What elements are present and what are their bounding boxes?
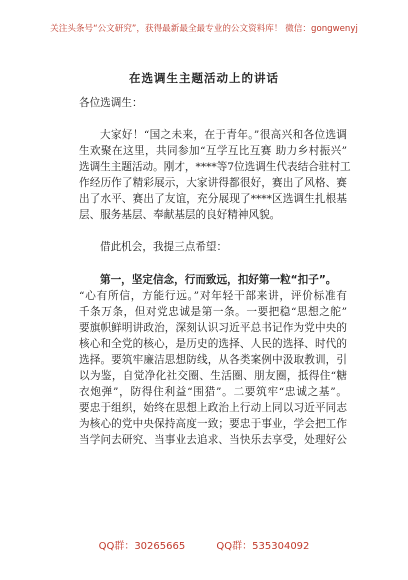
header-notice: 关注头条号“公文研究”，获得最新最全最专业的公文资料库！ 微信：gongwenyj [50,24,358,34]
body-line: 当学问去研究、当事业去追求、当快乐去享受，处理好公 [79,434,347,446]
section-heading: 第一，坚定信念，行而致远，扣好第一粒“扣子”。 [100,274,337,286]
body-line: 作经历作了精彩展示，大家讲得都很好，赛出了风格、赛 [79,177,347,189]
body-line: “心有所信，方能行远。”对年轻干部来讲，评价标准有 [79,290,347,302]
body-line: 要忠于组织，始终在思想上政治上行动上同以习近平同志 [79,402,347,414]
body-line: 选调生主题活动。刚才，****等7位选调生代表结合驻村工 [79,161,351,173]
body-line: 衣炮弹”，防得住利益“围猎”。二要筑牢“忠诚之基”。 [79,386,347,398]
body-line: 以为鉴，自觉净化社交圈、生活圈、朋友圈，抵得住“糖 [79,370,347,382]
salutation-line: 各位选调生： [79,97,143,109]
footer-contact [0,537,408,552]
body-line: 出了水平、赛出了友谊，充分展现了****区选调生扎根基 [79,193,347,205]
qq-group-2: QQ群：535304092 [216,541,310,552]
body-line: 要旗帜鲜明讲政治，深刻认识习近平总书记作为党中央的 [79,322,347,334]
body-line: 借此机会，我提三点希望： [100,241,228,253]
body-line: 生欢聚在这里，共同参加“互学互比互赛 助力乡村振兴” [79,145,347,157]
body-line: 为核心的党中央保持高度一致；要忠于事业，学会把工作 [79,418,347,430]
body-line: 层、服务基层、奉献基层的良好精神风貌。 [79,209,281,221]
body-line: 大家好！“国之未来，在于青年。”很高兴和各位选调 [100,129,347,141]
body-line: 千条万条，但对党忠诚是第一条。一要把稳“思想之舵” [79,306,347,318]
qq-group-1: QQ群：30265665 [98,541,186,552]
body-line: 核心和全党的核心，是历史的选择、人民的选择、时代的 [79,338,347,350]
document-title: 在选调生主题活动上的讲话 [129,71,279,85]
body-line: 选择。要筑牢廉洁思想防线，从各类案例中汲取教训，引 [79,354,347,366]
